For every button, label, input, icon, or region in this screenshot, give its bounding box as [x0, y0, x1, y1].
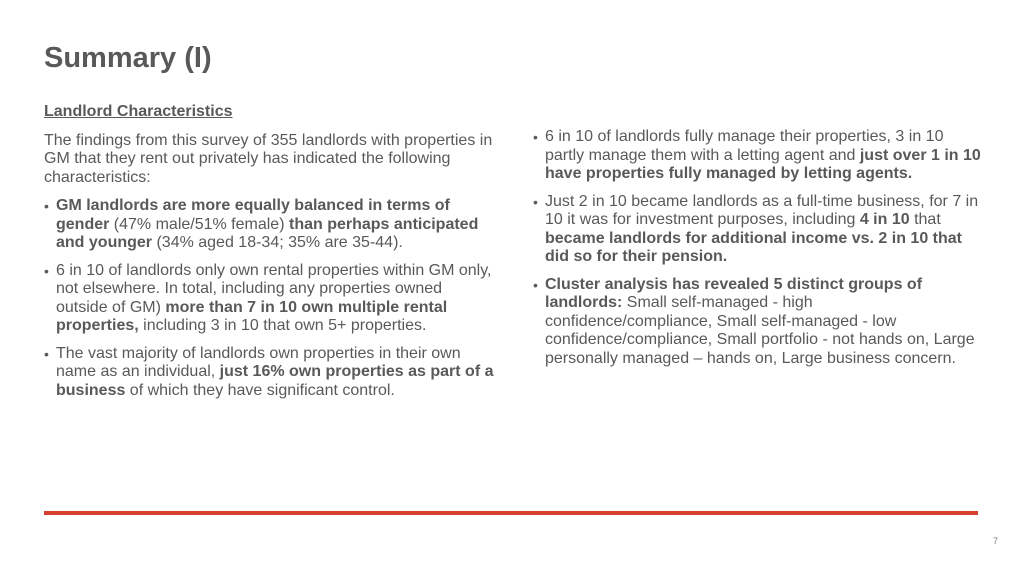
bullet-text: of which they have significant control.	[125, 381, 395, 399]
intro-paragraph: The findings from this survey of 355 landlords with properties in GM that they rent out privately has indicated the following characteristics:	[44, 131, 493, 186]
bullet-item	[44, 262, 494, 336]
right-bullet-list	[533, 128, 983, 368]
bullet-dot-icon: •	[44, 262, 49, 279]
bullet-emphasis-text: GM landlords are more equally balanced in terms of gender	[56, 197, 450, 233]
bullet-emphasis-text: more than 7 in 10 own multiple rental properties,	[56, 298, 448, 334]
bullet-text: The vast majority of landlords own properties in their own name as an individual,	[56, 344, 461, 380]
bullet-item	[44, 345, 494, 401]
bullet-emphasis-text: just over 1 in 10 have properties fully managed by letting agents.	[545, 146, 981, 182]
bullet-emphasis-text: than perhaps anticipated and younger	[56, 215, 479, 251]
bullet-item	[44, 197, 494, 253]
left-bullet-list	[44, 197, 494, 400]
bullet-text: Just 2 in 10 became landlords as a full-time business, for 7 in 10 it was for investment purposes, including	[545, 192, 979, 228]
bullet-dot-icon: •	[533, 129, 538, 145]
bullet-dot-icon: •	[533, 193, 538, 210]
footer-divider	[44, 511, 978, 515]
bullet-item	[533, 276, 983, 369]
right-column	[533, 128, 983, 377]
bullet-text: (47% male/51% female)	[109, 215, 289, 233]
bullet-emphasis-text: 4 in 10	[859, 211, 910, 228]
bullet-item	[533, 193, 983, 267]
bullet-emphasis-text: Cluster analysis has revealed 5 distinct groups of landlords:	[545, 275, 923, 311]
bullet-text: Small self-managed - high confidence/compliance, Small self-managed - low confidence/compliance, Small portfolio - not hands on, Large personally managed – hands on, Large business concern.	[545, 294, 975, 367]
bullet-text: that	[909, 211, 941, 228]
bullet-dot-icon: •	[44, 345, 49, 362]
left-column	[44, 103, 494, 409]
bullet-dot-icon: •	[533, 276, 538, 293]
bullet-text: 6 in 10 of landlords only own rental properties within GM only, not elsewhere. In total, including any properties owned outside of GM)	[56, 261, 492, 316]
bullet-text: including 3 in 10 that own 5+ properties.	[138, 317, 427, 334]
section-heading: Landlord Characteristics	[44, 103, 233, 120]
bullet-text: 6 in 10 of landlords fully manage their properties, 3 in 10 partly manage them with a letting agent and	[545, 128, 944, 164]
bullet-text: (34% aged 18-34; 35% are 35-44).	[152, 234, 403, 251]
slide-title: Summary (I)	[44, 42, 212, 74]
bullet-item	[533, 128, 983, 184]
bullet-emphasis-text: just 16% own properties as part of a business	[56, 363, 494, 399]
page-number: 7	[992, 536, 998, 546]
bullet-emphasis-text: became landlords for additional income vs. 2 in 10 that did so for their pension.	[545, 229, 962, 265]
bullet-dot-icon: •	[44, 198, 49, 214]
